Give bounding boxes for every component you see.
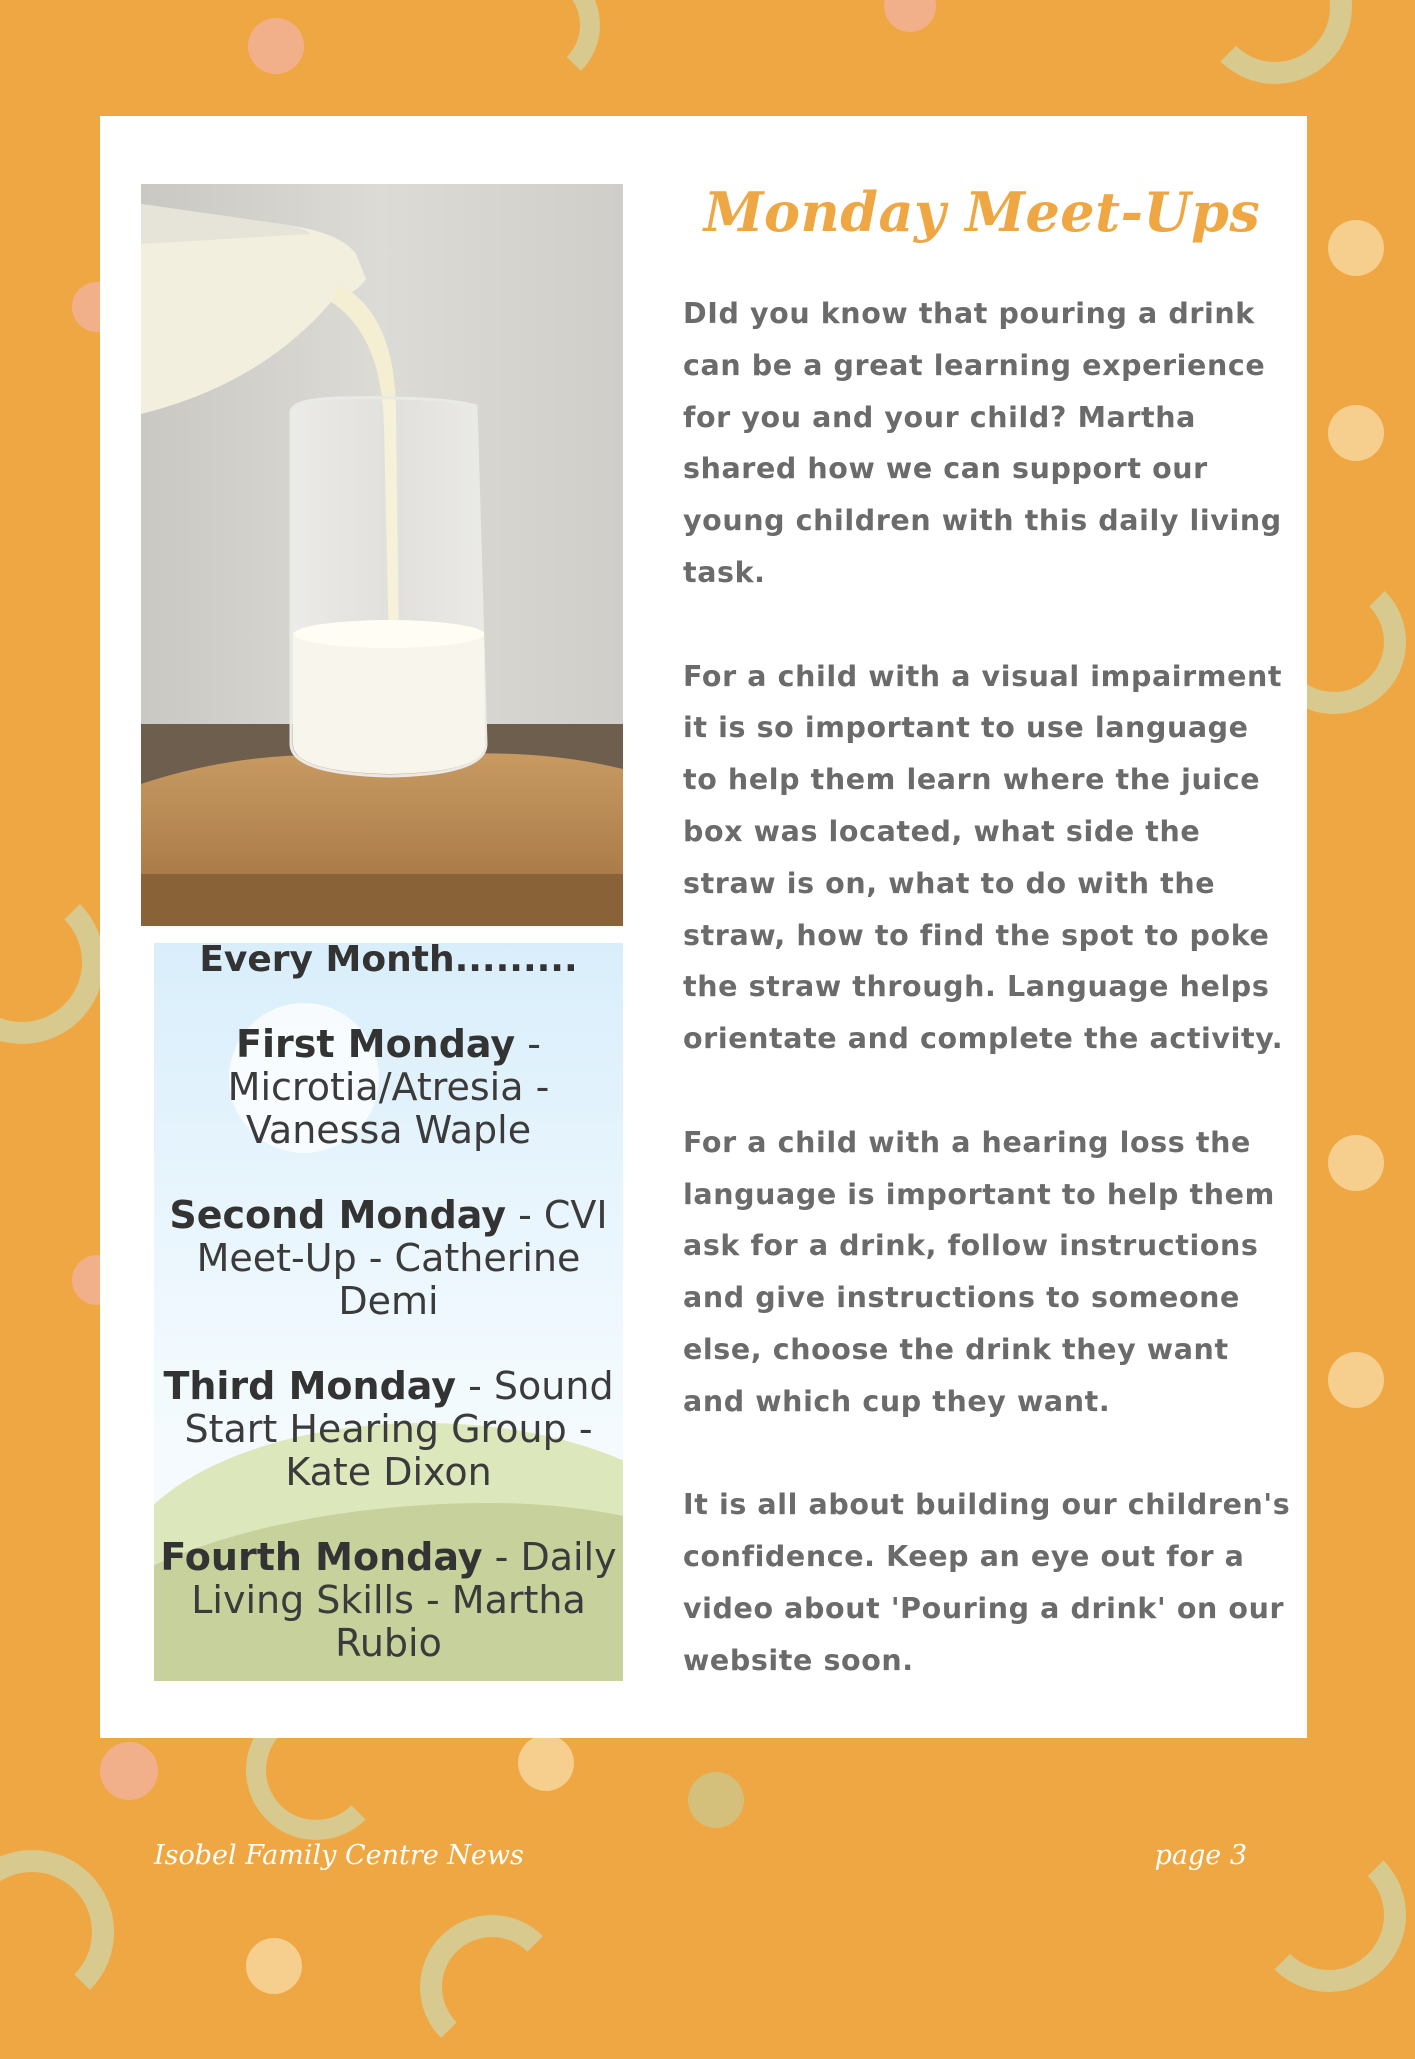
content-card	[100, 116, 1307, 1738]
decor-dot	[884, 0, 936, 32]
article-paragraph: It is all about building our children's confidence. Keep an eye out for a video about 'Pouring a drink' on our website soon.	[683, 1488, 1291, 1677]
decor-dot	[1328, 1352, 1384, 1408]
schedule-item-third	[154, 1365, 623, 1494]
milk-pouring-photo	[141, 184, 623, 926]
schedule-day: Third Monday	[163, 1364, 457, 1408]
milk-photo-illustration	[141, 184, 623, 926]
article-body	[683, 288, 1293, 1738]
schedule-item-fourth	[154, 1536, 623, 1665]
decor-arc	[470, 0, 600, 90]
decor-dot	[100, 1742, 158, 1800]
decor-arc	[1252, 1838, 1406, 1992]
schedule-day: First Monday	[236, 1022, 516, 1066]
article-title: Monday Meet-Ups	[703, 180, 1261, 244]
schedule-item-second	[154, 1194, 623, 1323]
decor-dot	[1328, 220, 1384, 276]
schedule-heading: Every Month.........	[199, 943, 578, 980]
monthly-schedule-box	[154, 943, 623, 1681]
newsletter-name: Isobel Family Centre News	[154, 1840, 524, 1871]
schedule-item-first	[154, 1023, 623, 1152]
decor-arc	[420, 1915, 564, 2059]
article-paragraph: For a child with a visual impairment it is so important to use language to help them learn where the juice box was located, what side the straw is on, what to do with the straw, how to find the spot to poke the straw through. Language helps orientate and complete the activity.	[683, 659, 1284, 1056]
schedule-detail: - Daily Living Skills - Martha Rubio	[191, 1535, 617, 1665]
page-number: page 3	[1154, 1840, 1247, 1871]
schedule-detail: - Microtia/Atresia - Vanessa Waple	[227, 1022, 550, 1152]
decor-dot	[1328, 405, 1384, 461]
schedule-day: Fourth Monday	[160, 1535, 483, 1579]
decor-arc	[0, 1850, 114, 2014]
schedule-list	[154, 943, 623, 1665]
decor-dot	[248, 18, 304, 74]
decor-dot	[1328, 1135, 1384, 1191]
decor-arc	[0, 880, 104, 1044]
schedule-detail: - Sound Start Hearing Group - Kate Dixon	[184, 1364, 614, 1494]
decor-dot	[518, 1735, 574, 1791]
decor-dot	[688, 1772, 744, 1828]
decor-dot	[246, 1938, 302, 1994]
article-paragraph: For a child with a hearing loss the language is important to help them ask for a drink, follow instructions and give instructions to someone else, choose the drink they want and which cup they want.	[683, 1125, 1275, 1418]
schedule-detail: - CVI Meet-Up - Catherine Demi	[196, 1193, 608, 1323]
decor-arc	[1198, 0, 1352, 84]
article-paragraph: DId you know that pouring a drink can be a great learning experience for you and your child? Martha shared how we can support our young children with this daily living task.	[683, 297, 1282, 589]
schedule-day: Second Monday	[169, 1193, 507, 1237]
